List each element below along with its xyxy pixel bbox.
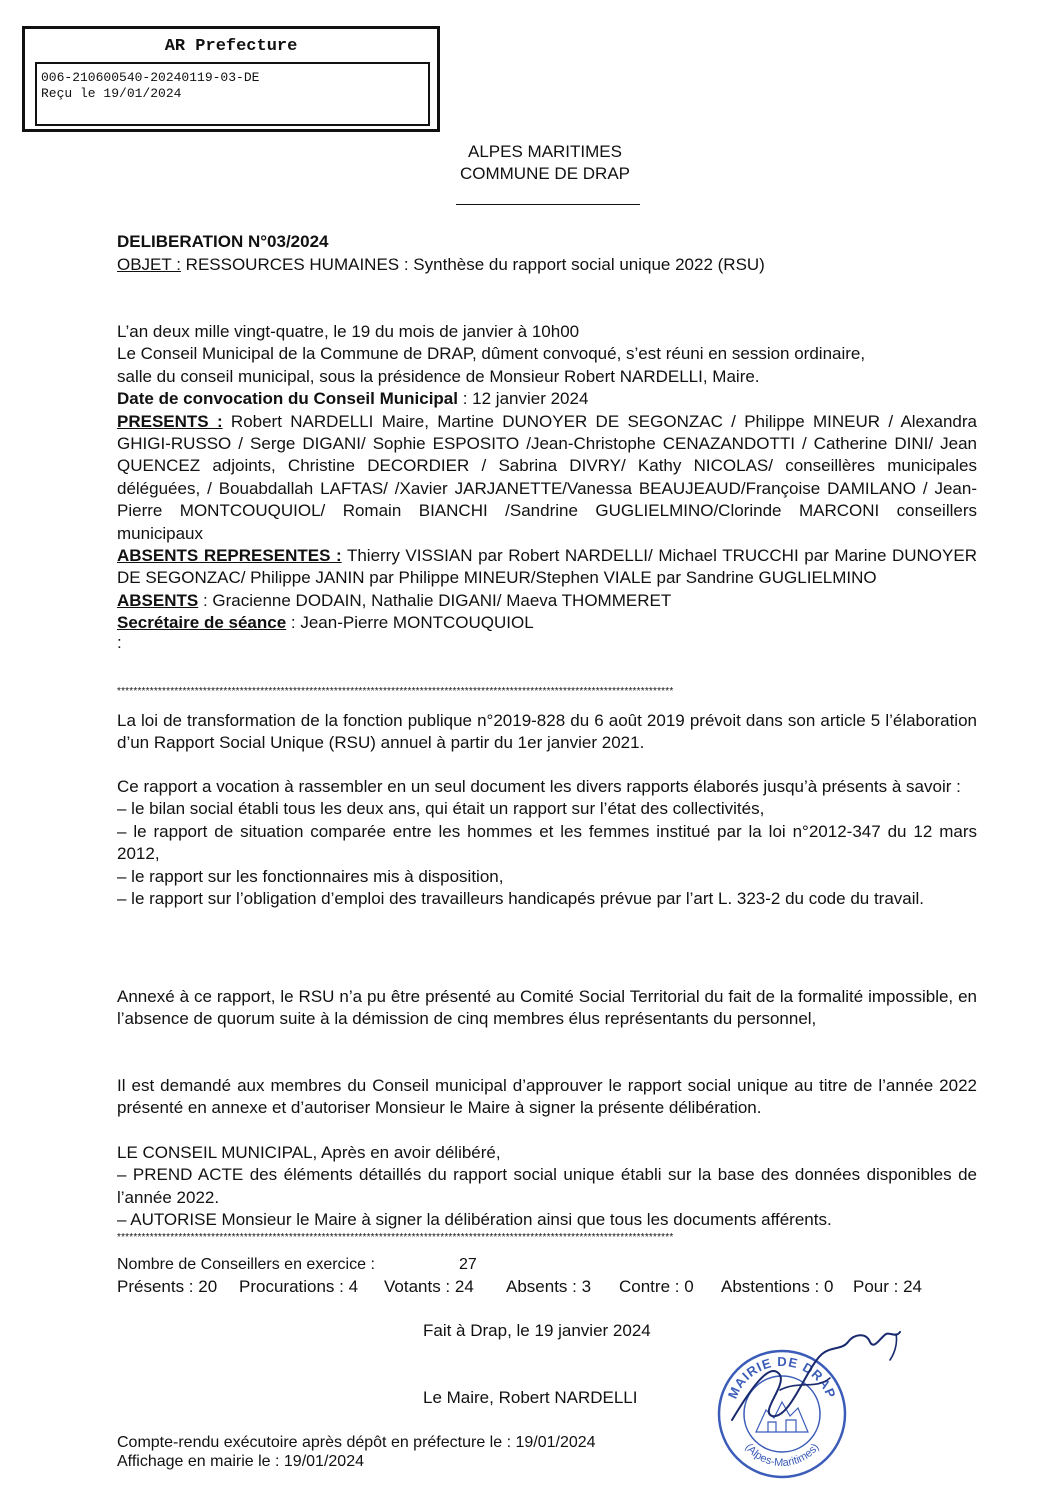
decision-item: – PREND ACTE des éléments détaillés du rapport social unique établi sur la base des données disponibles de l’année 2022. <box>117 1165 977 1207</box>
for-count: Pour : 24 <box>853 1277 922 1296</box>
secretary-label: Secrétaire de séance <box>117 613 287 633</box>
header-divider <box>456 204 640 205</box>
absents-label: ABSENTS <box>117 590 199 610</box>
represented-list <box>117 545 977 590</box>
rsu-item: – le bilan social établi tous les deux ans, qui était un rapport sur l’état des collectivités, <box>117 799 765 819</box>
request-paragraph: Il est demandé aux membres du Conseil municipal d’approuver le rapport social unique au titre de l’année 2022 présenté en annexe et d’autoriser Monsieur le Maire à signer la présente délibération. <box>117 1076 977 1118</box>
decision-item: – AUTORISE Monsieur le Maire à signer la délibération ainsi que tous les documents afférents. <box>117 1210 832 1230</box>
presents-list <box>117 411 977 545</box>
voters-count: Votants : 24 <box>384 1277 474 1296</box>
decision-block <box>117 1142 977 1232</box>
mayor-signature <box>720 1320 910 1430</box>
presents-count: Présents : 20 <box>117 1277 218 1296</box>
convocation-value: : 12 janvier 2024 <box>458 389 589 409</box>
object-label: OBJET : <box>117 255 181 274</box>
secretary-text: : Jean-Pierre MONTCOUQUIOL <box>286 613 534 633</box>
against-count: Contre : 0 <box>619 1277 694 1296</box>
mayor-signatory: Le Maire, Robert NARDELLI <box>423 1388 638 1407</box>
proxies-count: Procurations : 4 <box>239 1277 359 1296</box>
rsu-item: – le rapport de situation comparée entre les hommes et les femmes institué par la loi n°2012-347 du 12 mars 2012, <box>117 821 977 864</box>
deliberation-number: DELIBERATION N°03/2024 <box>117 232 329 251</box>
stamp-details <box>35 62 430 126</box>
convocation-date <box>117 388 977 410</box>
rsu-paragraph <box>117 776 977 910</box>
rsu-intro: Ce rapport a vocation à rassembler en un seul document les divers rapports élaborés jusqu’à présents à savoir : <box>117 777 961 796</box>
session-convened: Le Conseil Municipal de la Commune de DRAP, dûment convoqué, s’est réuni en session ordinaire, <box>117 344 866 364</box>
absents-text: : Gracienne DODAIN, Nathalie DIGANI/ Maeva THOMMERET <box>198 590 672 610</box>
stamp-received-date: Reçu le 19/01/2024 <box>41 86 182 101</box>
seal-top-text: MAIRIE DE DRAP <box>724 1353 840 1401</box>
seal-bottom-text: (Alpes-Maritimes) <box>742 1441 822 1470</box>
separator-top: **************************************************************************************************************************************** <box>117 686 674 697</box>
commune-heading: COMMUNE DE DRAP <box>459 164 630 183</box>
stamp-reference: 006-210600540-20240119-03-DE <box>41 70 260 85</box>
deliberation-object <box>117 255 765 275</box>
represented-label: ABSENTS REPRESENTES : <box>117 546 342 566</box>
place-date: Fait à Drap, le 19 janvier 2024 <box>423 1321 651 1340</box>
in-office-label: Nombre de Conseillers en exercice : <box>117 1256 375 1273</box>
rsu-item: – le rapport sur l’obligation d’emploi des travailleurs handicapés prévue par l’art L. 323-2 du code du travail. <box>117 889 925 909</box>
prefecture-stamp <box>22 26 440 132</box>
law-paragraph: La loi de transformation de la fonction publique n°2019-828 du 6 août 2019 prévoit dans son article 5 l’élaboration d’un Rapport Social Unique (RSU) annuel à partir du 1er janvier 2021. <box>117 711 977 753</box>
presents-text: Robert NARDELLI Maire, Martine DUNOYER DE SEGONZAC / Philippe MINEUR / Alexandra GHIGI-RUSSO / Serge DIGANI/ Sophie ESPOSITO /Jean-Christophe CENAZANDOTTI / Catherine DINI/ Jean QUENCEZ adjoints, Christine DECORDIER / Sabrina DIVRY/ Kathy NICOLAS/ conseillères municipales déléguées, / Bouabdallah LAFTAS/ /Xavier JARJANETTE/Vanessa BEAUJEAUD/Françoise DAMILANO / Jean-Pierre MONTCOUQUIOL/ Romain BIANCHI /Sandrine GUGLIELMINO/Clorinde MARCONI conseillers municipaux <box>117 411 977 543</box>
separator-bottom: **************************************************************************************************************************************** <box>117 1232 674 1243</box>
secretary-line <box>117 612 977 634</box>
annex-paragraph: Annexé à ce rapport, le RSU n’a pu être présenté au Comité Social Territorial du fait de la formalité impossible, en l’absence de quorum suite à la démission de cinq membres élus représentants du personnel, <box>117 987 977 1029</box>
absents-count: Absents : 3 <box>506 1277 592 1296</box>
in-office-value: 27 <box>459 1256 477 1273</box>
posting-note: Affichage en mairie le : 19/01/2024 <box>117 1453 364 1470</box>
convocation-label: Date de convocation du Conseil Municipal <box>117 389 458 409</box>
session-date: L’an deux mille vingt-quatre, le 19 du mois de janvier à 10h00 <box>117 322 580 341</box>
session-block <box>117 321 977 651</box>
absents-list <box>117 590 977 612</box>
department-heading: ALPES MARITIMES <box>468 142 622 161</box>
represented-text: Thierry VISSIAN par Robert NARDELLI/ Michael TRUCCHI par Marine DUNOYER DE SEGONZAC/ Philippe JANIN par Philippe MINEUR/Stephen VIALE par Sandrine GUGLIELMINO <box>117 546 977 588</box>
decision-intro: LE CONSEIL MUNICIPAL, Après en avoir délibéré, <box>117 1143 501 1162</box>
session-room: salle du conseil municipal, sous la présidence de Monsieur Robert NARDELLI, Maire. <box>117 366 760 386</box>
executory-note: Compte-rendu exécutoire après dépôt en préfecture le : 19/01/2024 <box>117 1434 596 1451</box>
stamp-title: AR Prefecture <box>164 37 298 56</box>
rsu-item: – le rapport sur les fonctionnaires mis à disposition, <box>117 866 504 886</box>
object-text: RESSOURCES HUMAINES : Synthèse du rapport social unique 2022 (RSU) <box>180 255 765 274</box>
stray-colon: : <box>117 632 122 652</box>
presents-label: PRESENTS : <box>117 411 223 431</box>
abstentions-count: Abstentions : 0 <box>721 1277 834 1296</box>
